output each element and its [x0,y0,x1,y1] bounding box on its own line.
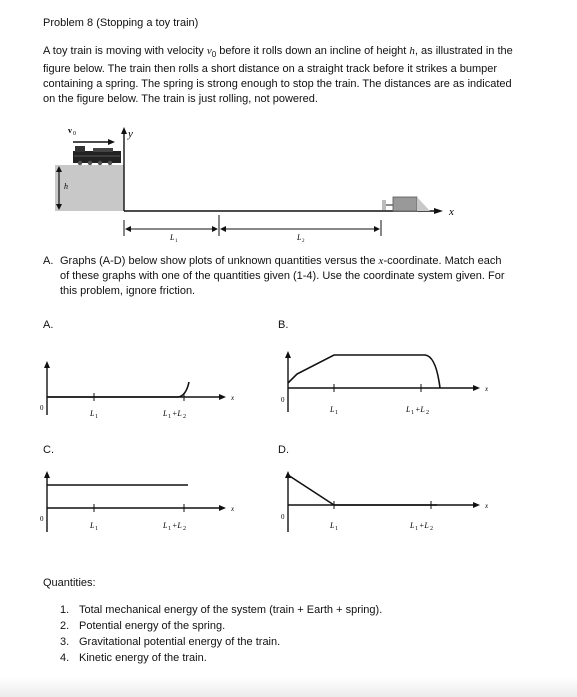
graph-b-tick-l12-sub1: 1 [411,410,414,416]
graph-a-label: A. [43,319,54,331]
graph-d-x-label: x [485,502,489,510]
graph-c-tick-l12-sub2: 2 [183,526,186,532]
intro-text-1: A toy train is moving with velocity [43,45,207,57]
velocity-label: v [68,126,72,135]
graph-d-tick-l12-sub1: 1 [415,526,418,532]
part-a-text-2: -coordinate. Match each of these graphs with one of the quantities given (1-4). Use the coordinate system given. For this problem, ignore friction. [60,255,505,297]
graph-c-tick-l12-plus: +L [172,521,182,530]
graph-a-y-arrow [44,361,50,368]
graph-a-x-label: x [231,394,235,402]
part-a-text-1: Graphs (A-D) below show plots of unknown quantities versus the [60,255,379,267]
graph-a-tick-l1-label: L [90,409,95,418]
graph-a-origin: 0 [40,404,44,412]
graph-b-label: B. [278,319,289,331]
graph-c-tick-l12-sub1: 1 [168,526,171,532]
graph-b-curve [288,355,440,388]
graph-a-tick-l12-plus: +L [172,409,182,418]
problem-title: Problem 8 (Stopping a toy train) [43,17,199,29]
graph-c-x-label: x [231,505,235,513]
quantity-text-4: Kinetic energy of the train. [79,652,207,664]
graph-c-origin: 0 [40,515,44,523]
intro-text-2: before it rolls down an incline of height [216,45,410,57]
quantities-list [43,602,382,666]
intro-v-subscript: 0 [211,50,217,60]
quantities-heading: Quantities: [43,577,96,589]
graph-b-x-label: x [485,385,489,393]
graph-b-tick-l1-label: L [330,405,335,414]
quantity-item-3: 3 Gravitational potential energy of the train. [60,636,281,648]
graph-d-tick-l12-label: L [410,521,415,530]
graph-b-x-arrow [473,385,480,391]
graph-c-tick-l1-sub: 1 [95,526,98,532]
quantity-text-2: Potential energy of the spring. [79,620,226,632]
graph-c-tick-l12-label: L [163,521,168,530]
graph-b-y-arrow [285,351,291,358]
graph-a [40,361,235,420]
intro-v-symbol: v [206,45,212,57]
graph-c-tick-l1-label: L [90,521,95,530]
intro-h-symbol: h [409,45,415,57]
graph-b-origin: 0 [281,396,285,404]
graph-a-tick-l12-label: L [163,409,168,418]
graph-a-tick-l12-sub1: 1 [168,414,171,420]
graph-a-tick-l12-sub2: 2 [183,414,186,420]
part-a-x-symbol: x [378,255,384,267]
l1-subscript: 1 [175,239,178,244]
quantity-item-1: 1 Total mechanical energy of the system (train + Earth + spring). [60,604,383,616]
graph-d-tick-l1-label: L [330,521,335,530]
graph-b-tick-l12-label: L [406,405,411,414]
graph-d-origin: 0 [281,513,285,521]
l1-label: L [170,233,175,242]
l2-subscript: 2 [302,239,305,244]
graph-d-tick-l12-plus: +L [419,521,429,530]
graph-b-tick-l12-plus: +L [415,405,425,414]
graph-a-x-arrow [219,394,226,400]
graph-a-curve [47,382,189,397]
graph-b-tick-l12-sub2: 2 [426,410,429,416]
y-axis-label: y [128,128,133,140]
quantity-item-4: 4 Kinetic energy of the train. [60,652,207,664]
intro-text-3: , as illustrated in the figure below. The train then rolls a short distance on a straight track before it strikes a bumper containing a spring. The spring is strong enough to stop the train. The distances are as indicated on the figure below. The train is just rolling, not powered. [43,45,513,106]
graph-c [40,471,235,532]
graph-b [281,351,489,416]
quantity-text-3: Gravitational potential energy of the train. [79,636,281,648]
velocity-subscript: 0 [73,131,76,137]
height-label: h [64,182,68,191]
graph-c-x-arrow [219,505,226,511]
quantity-item-2: 2 Potential energy of the spring. [60,620,226,632]
part-a-label: A. [43,255,54,267]
graph-a-tick-l1-sub: 1 [95,414,98,420]
graph-d-x-arrow [473,502,480,508]
graph-d-tick-l1-sub: 1 [335,526,338,532]
graph-d-tick-l12-sub2: 2 [430,526,433,532]
graph-c-label: C. [43,444,54,456]
graph-b-tick-l1-sub: 1 [335,410,338,416]
x-axis-label: x [449,206,454,218]
graph-d-curve [288,475,437,505]
graph-c-y-arrow [44,471,50,478]
graph-d [281,471,489,532]
page-bottom-shadow [0,677,577,697]
graph-d-label: D. [278,444,289,456]
quantity-text-1: Total mechanical energy of the system (train + Earth + spring). [79,604,383,616]
l2-label: L [297,233,302,242]
